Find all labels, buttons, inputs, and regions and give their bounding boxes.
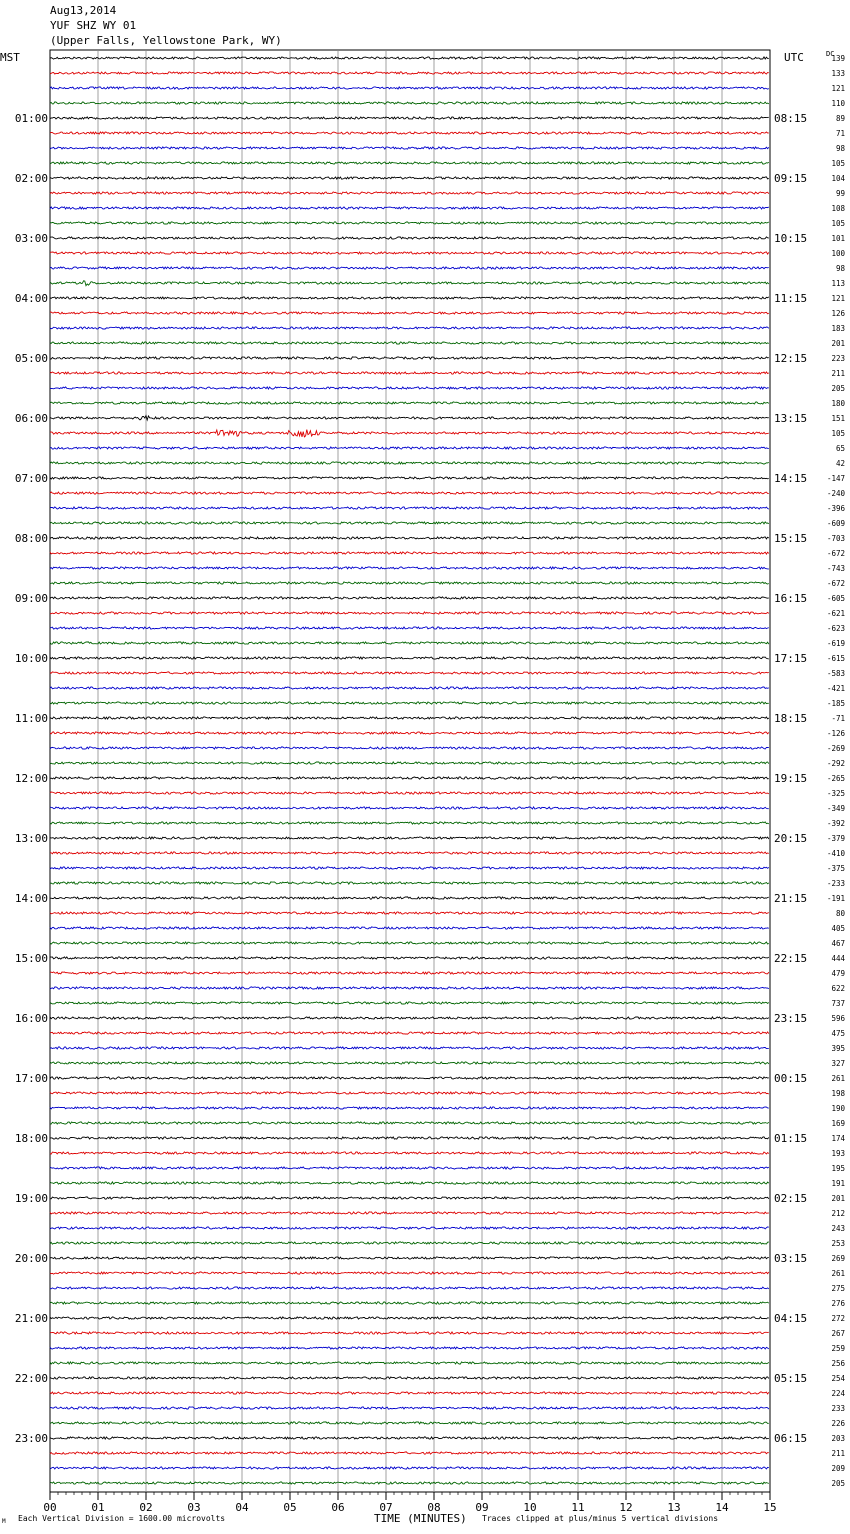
dc-offset-label: 98	[835, 144, 845, 153]
dc-offset-label: 100	[831, 249, 845, 258]
seismic-trace	[50, 1167, 769, 1169]
left-hour-label: 22:00	[14, 1372, 48, 1385]
dc-offset-label: -191	[826, 894, 845, 903]
dc-offset-label: 42	[835, 459, 845, 468]
seismic-trace	[50, 1242, 769, 1244]
dc-offset-label: 226	[831, 1419, 845, 1428]
x-axis-title: TIME (MINUTES)	[374, 1512, 467, 1525]
seismic-trace	[50, 522, 769, 524]
dc-offset-label: -265	[826, 774, 845, 783]
seismic-trace	[50, 1482, 769, 1484]
right-hour-label: 10:15	[774, 232, 808, 245]
seismic-trace	[50, 1002, 769, 1004]
dc-offset-label: -609	[826, 519, 845, 528]
left-hour-label: 21:00	[14, 1312, 48, 1325]
left-hour-label: 02:00	[14, 172, 48, 185]
seismic-trace	[50, 567, 769, 569]
dc-offset-label: -71	[831, 714, 845, 723]
dc-offset-label: -623	[826, 624, 845, 633]
seismic-trace	[50, 1182, 769, 1184]
dc-offset-label: 205	[831, 1479, 845, 1488]
left-hour-label: 23:00	[14, 1432, 48, 1445]
right-hour-label: 21:15	[774, 892, 808, 905]
dc-offset-label: 209	[831, 1464, 845, 1473]
dc-offset-label: 275	[831, 1284, 845, 1293]
dc-offset-label: -621	[826, 609, 845, 618]
dc-offset-label: -605	[826, 594, 845, 603]
seismic-trace	[50, 507, 769, 509]
dc-offset-label: 121	[831, 294, 845, 303]
x-tick-label: 11	[571, 1501, 585, 1514]
seismic-trace	[50, 1137, 769, 1139]
dc-offset-label: 327	[831, 1059, 845, 1068]
dc-offset-label: 223	[831, 354, 845, 363]
seismic-trace	[50, 1407, 769, 1409]
x-tick-label: 13	[667, 1501, 681, 1514]
dc-offset-label: -619	[826, 639, 845, 648]
seismic-trace	[50, 837, 769, 839]
station-code: YUF SHZ WY 01	[50, 19, 137, 32]
dc-offset-label: -743	[826, 564, 845, 573]
seismic-trace	[50, 492, 769, 494]
scale-note: Each Vertical Division = 1600.00 microvolts	[18, 1514, 226, 1523]
dc-offset-label: -703	[826, 534, 845, 543]
dc-offset-label: 105	[831, 159, 845, 168]
dc-offset-label: 269	[831, 1254, 845, 1263]
dc-offset-label: -672	[826, 549, 845, 558]
dc-offset-label: 71	[835, 129, 845, 138]
seismic-trace	[50, 327, 769, 329]
dc-offset-label: 444	[831, 954, 845, 963]
corner-mark: M	[2, 1518, 6, 1525]
left-hour-label: 05:00	[14, 352, 48, 365]
dc-offset-label: -375	[826, 864, 845, 873]
left-hour-label: 06:00	[14, 412, 48, 425]
dc-offset-label: 80	[835, 909, 845, 918]
dc-offset-label: 224	[831, 1389, 845, 1398]
seismic-trace	[50, 1017, 769, 1019]
seismic-trace	[50, 897, 769, 899]
right-hour-label: 22:15	[774, 952, 808, 965]
dc-offset-label: 198	[831, 1089, 845, 1098]
dc-offset-label: 467	[831, 939, 845, 948]
dc-offset-label: 211	[831, 369, 845, 378]
dc-offset-label: 108	[831, 204, 845, 213]
dc-offset-label: 203	[831, 1434, 845, 1443]
seismic-trace	[50, 297, 769, 299]
seismic-trace	[50, 1092, 769, 1094]
dc-offset-label: -392	[826, 819, 845, 828]
seismic-trace	[50, 462, 769, 464]
seismic-trace	[50, 402, 769, 404]
dc-offset-label: 272	[831, 1314, 845, 1323]
seismic-trace	[50, 1287, 769, 1289]
seismic-trace	[50, 312, 769, 314]
seismic-trace	[50, 1257, 769, 1259]
right-hour-label: 05:15	[774, 1372, 808, 1385]
dc-offset-label: 195	[831, 1164, 845, 1173]
seismic-trace	[50, 942, 769, 944]
dc-offset-label: 101	[831, 234, 845, 243]
dc-offset-label: -126	[826, 729, 845, 738]
seismic-trace	[50, 416, 769, 420]
seismic-trace	[50, 1272, 769, 1274]
seismic-trace	[50, 867, 769, 869]
right-hour-label: 13:15	[774, 412, 808, 425]
seismic-trace	[50, 1377, 769, 1379]
seismic-trace	[50, 642, 769, 644]
dc-offset-label: 243	[831, 1224, 845, 1233]
seismic-trace	[50, 1317, 769, 1319]
right-hour-label: 18:15	[774, 712, 808, 725]
seismic-trace	[50, 687, 769, 689]
station-location: (Upper Falls, Yellowstone Park, WY)	[50, 34, 282, 47]
seismic-trace	[50, 1122, 769, 1124]
right-hour-label: 20:15	[774, 832, 808, 845]
x-tick-label: 14	[715, 1501, 729, 1514]
plot-date: Aug13,2014	[50, 4, 117, 17]
seismic-trace	[50, 672, 769, 674]
seismic-trace	[50, 972, 769, 974]
left-hour-label: 10:00	[14, 652, 48, 665]
left-timezone-label: MST	[0, 51, 20, 64]
dc-offset-label: 105	[831, 429, 845, 438]
dc-offset-label: -615	[826, 654, 845, 663]
dc-offset-label: 259	[831, 1344, 845, 1353]
seismic-trace	[50, 702, 769, 704]
left-hour-label: 13:00	[14, 832, 48, 845]
dc-offset-label: -421	[826, 684, 845, 693]
x-tick-label: 01	[91, 1501, 105, 1514]
seismic-trace	[50, 732, 769, 734]
seismic-trace	[50, 342, 769, 344]
seismic-trace	[50, 987, 769, 989]
right-hour-label: 04:15	[774, 1312, 808, 1325]
seismic-trace	[50, 912, 769, 914]
right-hour-label: 08:15	[774, 112, 808, 125]
dc-offset-label: -325	[826, 789, 845, 798]
dc-column-header: DC	[826, 50, 835, 58]
dc-offset-label: 261	[831, 1269, 845, 1278]
seismic-trace	[50, 237, 769, 239]
dc-offset-label: 479	[831, 969, 845, 978]
seismic-trace	[50, 1467, 769, 1469]
dc-offset-label: 151	[831, 414, 845, 423]
seismic-trace	[50, 102, 769, 104]
dc-offset-label: 126	[831, 309, 845, 318]
seismic-trace	[50, 822, 769, 824]
dc-offset-label: 201	[831, 1194, 845, 1203]
dc-offset-label: 183	[831, 324, 845, 333]
left-hour-label: 14:00	[14, 892, 48, 905]
dc-offset-label: 253	[831, 1239, 845, 1248]
x-tick-label: 09	[475, 1501, 489, 1514]
x-tick-label: 04	[235, 1501, 249, 1514]
x-tick-label: 02	[139, 1501, 153, 1514]
x-tick-label: 12	[619, 1501, 633, 1514]
x-tick-label: 03	[187, 1501, 201, 1514]
dc-offset-label: -185	[826, 699, 845, 708]
seismic-trace	[50, 477, 769, 479]
seismic-trace	[50, 1032, 769, 1034]
left-hour-label: 12:00	[14, 772, 48, 785]
dc-offset-label: 105	[831, 219, 845, 228]
seismic-trace	[50, 207, 769, 209]
seismic-trace	[50, 222, 769, 224]
seismic-trace	[50, 387, 769, 389]
dc-offset-label: 405	[831, 924, 845, 933]
seismic-trace	[50, 597, 769, 599]
dc-offset-label: -672	[826, 579, 845, 588]
seismic-trace	[50, 1197, 769, 1199]
x-tick-label: 08	[427, 1501, 441, 1514]
right-hour-label: 06:15	[774, 1432, 808, 1445]
seismic-trace	[50, 852, 769, 854]
seismic-trace	[50, 582, 769, 584]
left-hour-label: 08:00	[14, 532, 48, 545]
seismic-trace	[50, 717, 769, 719]
dc-offset-label: -410	[826, 849, 845, 858]
seismic-trace	[50, 430, 769, 437]
dc-offset-label: 622	[831, 984, 845, 993]
dc-offset-label: 113	[831, 279, 845, 288]
seismic-trace	[50, 252, 769, 254]
seismic-trace	[50, 957, 769, 959]
left-hour-label: 01:00	[14, 112, 48, 125]
seismic-trace	[50, 132, 769, 134]
left-hour-label: 15:00	[14, 952, 48, 965]
dc-offset-label: 110	[831, 99, 845, 108]
dc-offset-label: 212	[831, 1209, 845, 1218]
seismic-trace	[50, 777, 769, 779]
seismic-trace	[50, 177, 769, 179]
right-hour-label: 14:15	[774, 472, 808, 485]
x-tick-label: 10	[523, 1501, 537, 1514]
dc-offset-label: 133	[831, 69, 845, 78]
dc-offset-label: 169	[831, 1119, 845, 1128]
seismic-trace	[50, 267, 769, 269]
dc-offset-label: 395	[831, 1044, 845, 1053]
seismic-trace	[50, 162, 769, 164]
seismic-trace	[50, 87, 769, 89]
seismic-trace	[50, 1227, 769, 1229]
right-timezone-label: UTC	[784, 51, 804, 64]
x-tick-label: 00	[43, 1501, 57, 1514]
seismic-trace	[50, 1392, 769, 1394]
seismic-trace	[50, 1332, 769, 1334]
plot-frame	[50, 50, 770, 1492]
seismic-trace	[50, 1302, 769, 1304]
seismic-trace	[50, 1152, 769, 1154]
dc-offset-label: 89	[835, 114, 845, 123]
seismic-trace	[50, 1107, 769, 1109]
dc-offset-label: 180	[831, 399, 845, 408]
seismic-trace	[50, 372, 769, 374]
seismic-trace	[50, 552, 769, 554]
seismic-trace	[50, 281, 769, 286]
left-hour-label: 20:00	[14, 1252, 48, 1265]
right-hour-label: 11:15	[774, 292, 808, 305]
dc-offset-label: 475	[831, 1029, 845, 1038]
seismic-trace	[50, 1437, 769, 1439]
right-hour-label: 15:15	[774, 532, 808, 545]
left-hour-label: 04:00	[14, 292, 48, 305]
seismic-trace	[50, 627, 769, 629]
seismic-trace	[50, 147, 769, 149]
right-hour-label: 19:15	[774, 772, 808, 785]
dc-offset-label: 211	[831, 1449, 845, 1458]
right-hour-label: 23:15	[774, 1012, 808, 1025]
dc-offset-label: 121	[831, 84, 845, 93]
seismic-trace	[50, 882, 769, 884]
left-hour-label: 17:00	[14, 1072, 48, 1085]
left-hour-label: 18:00	[14, 1132, 48, 1145]
seismic-trace	[50, 747, 769, 749]
right-hour-label: 03:15	[774, 1252, 808, 1265]
seismic-trace	[50, 447, 769, 449]
dc-offset-label: 65	[835, 444, 845, 453]
dc-offset-label: -349	[826, 804, 845, 813]
dc-offset-label: 104	[831, 174, 845, 183]
seismic-trace	[50, 1212, 769, 1214]
right-hour-label: 12:15	[774, 352, 808, 365]
seismic-trace	[50, 1347, 769, 1349]
seismic-trace	[50, 117, 769, 119]
dc-offset-label: -240	[826, 489, 845, 498]
dc-offset-label: -269	[826, 744, 845, 753]
seismic-trace	[50, 762, 769, 764]
seismic-trace	[50, 1452, 769, 1454]
seismic-trace	[50, 657, 769, 659]
dc-offset-label: 190	[831, 1104, 845, 1113]
dc-offset-label: 737	[831, 999, 845, 1008]
seismic-trace	[50, 537, 769, 539]
dc-offset-label: -583	[826, 669, 845, 678]
left-hour-label: 09:00	[14, 592, 48, 605]
right-hour-label: 00:15	[774, 1072, 808, 1085]
dc-offset-label: 596	[831, 1014, 845, 1023]
right-hour-label: 17:15	[774, 652, 808, 665]
dc-offset-label: -292	[826, 759, 845, 768]
dc-offset-label: 233	[831, 1404, 845, 1413]
seismic-trace	[50, 1362, 769, 1364]
x-tick-label: 06	[331, 1501, 345, 1514]
seismic-trace	[50, 57, 769, 59]
seismic-trace	[50, 1077, 769, 1079]
dc-offset-label: 256	[831, 1359, 845, 1368]
seismic-trace	[50, 192, 769, 194]
x-tick-label: 15	[763, 1501, 777, 1514]
seismic-trace	[50, 807, 769, 809]
dc-offset-label: -379	[826, 834, 845, 843]
dc-offset-label: 98	[835, 264, 845, 273]
dc-offset-label: 276	[831, 1299, 845, 1308]
left-hour-label: 03:00	[14, 232, 48, 245]
seismic-trace	[50, 1047, 769, 1049]
dc-offset-label: -396	[826, 504, 845, 513]
seismic-trace	[50, 612, 769, 614]
right-hour-label: 09:15	[774, 172, 808, 185]
seismic-trace	[50, 1062, 769, 1064]
seismic-trace	[50, 792, 769, 794]
dc-offset-label: -233	[826, 879, 845, 888]
dc-offset-label: -147	[826, 474, 845, 483]
right-hour-label: 01:15	[774, 1132, 808, 1145]
left-hour-label: 07:00	[14, 472, 48, 485]
seismic-trace	[50, 927, 769, 929]
clip-note: Traces clipped at plus/minus 5 vertical divisions	[482, 1514, 719, 1523]
dc-offset-label: 139	[831, 54, 845, 63]
left-hour-label: 11:00	[14, 712, 48, 725]
x-tick-label: 05	[283, 1501, 297, 1514]
seismic-trace	[50, 357, 769, 359]
dc-offset-label: 205	[831, 384, 845, 393]
dc-offset-label: 254	[831, 1374, 845, 1383]
dc-offset-label: 267	[831, 1329, 845, 1338]
right-hour-label: 16:15	[774, 592, 808, 605]
seismic-trace	[50, 72, 769, 74]
dc-offset-label: 193	[831, 1149, 845, 1158]
right-hour-label: 02:15	[774, 1192, 808, 1205]
dc-offset-label: 191	[831, 1179, 845, 1188]
dc-offset-label: 174	[831, 1134, 845, 1143]
seismic-trace	[50, 1422, 769, 1424]
dc-offset-label: 99	[835, 189, 845, 198]
x-tick-label: 07	[379, 1501, 393, 1514]
dc-offset-label: 201	[831, 339, 845, 348]
left-hour-label: 19:00	[14, 1192, 48, 1205]
dc-offset-label: 261	[831, 1074, 845, 1083]
left-hour-label: 16:00	[14, 1012, 48, 1025]
